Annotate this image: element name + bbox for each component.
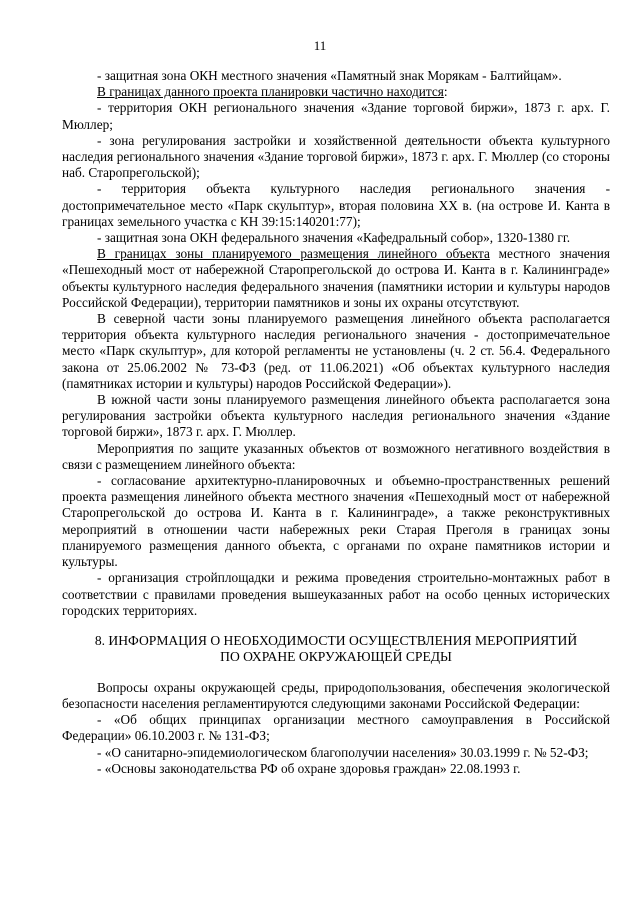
paragraph: - согласование архитектурно-планировочных и объемно-пространственных решений проекта размещения линейного объекта местного значения «Пешеходный мост от набережной Старопрегольской до острова И. Канта в г. Калининграде», а также реконструктивных мероприятий в отношении части набережных реки Старая Преголя в границах зоны планируемого размещения данного объекта, с органами по охране памятников истории и культуры. (62, 473, 610, 570)
paragraph: В южной части зоны планируемого размещения линейного объекта располагается зона регулирования застройки объекта культурного наследия регионального значения «Здание торговой биржи», 1873 г. арх. Г. Мюллер. (62, 392, 610, 440)
paragraph: - защитная зона ОКН местного значения «Памятный знак Морякам - Балтийцам». (97, 68, 562, 83)
paragraph: В северной части зоны планируемого размещения линейного объекта располагается территория объекта культурного наследия регионального значения - достопримечательное место «Парк скульптур», для которой регламенты не установлены (ч. 2 ст. 56.4. Федерального закона от 25.06.2002 № 73-ФЗ (ред. от 11.06.2021) «Об объектах культурного наследия (памятниках истории и культуры) народов Российской Федерации»). (62, 311, 610, 391)
underlined-phrase: В границах зоны планируемого размещения линейного объекта (97, 246, 490, 262)
heading-line: ПО ОХРАНЕ ОКРУЖАЮЩЕЙ СРЕДЫ (220, 649, 452, 665)
paragraph: - «Об общих принципах организации местного самоуправления в Российской Федерации» 06.10.2003 г. № 131-ФЗ; (62, 712, 610, 744)
paragraph: - зона регулирования застройки и хозяйственной деятельности объекта культурного наследия регионального значения «Здание торговой биржи», 1873 г. арх. Г. Мюллер (со стороны наб. Старопрегольской); (62, 132, 610, 181)
underlined-phrase: В границах данного проекта планировки частично находится (97, 84, 444, 100)
paragraph: - «О санитарно-эпидемиологическом благополучии населения» 30.03.1999 г. № 52-ФЗ; (97, 744, 589, 760)
page-number: 11 (313, 38, 327, 53)
paragraph: - территория объекта культурного наследия регионального значения - достопримечательное место «Парк скульптур», вторая половина XX в. (на острове И. Канта в границах земельного участка с КН 39:15:140201:77); (62, 181, 610, 229)
paragraph: - территория ОКН регионального значения «Здание торговой биржи», 1873 г. арх. Г. Мюллер; (62, 100, 610, 132)
paragraph: - «Основы законодательства РФ об охране здоровья граждан» 22.08.1993 г. (97, 760, 521, 776)
paragraph: - организация стройплощадки и режима проведения строительно-монтажных работ в соответствии с правилами проведения вышеуказанных работ на особо ценных исторических городских территориях. (62, 570, 610, 618)
paragraph (62, 246, 610, 311)
paragraph: Вопросы охраны окружающей среды, природопользования, обеспечения экологической безопасности населения регламентируются следующими законами Российской Федерации: (62, 679, 610, 711)
paragraph (62, 84, 610, 100)
paragraph-text: : (443, 84, 448, 100)
heading-line: 8. ИНФОРМАЦИЯ О НЕОБХОДИМОСТИ ОСУЩЕСТВЛЕНИЯ МЕРОПРИЯТИЙ (94, 632, 578, 648)
paragraph-text: местного значения «Пешеходный мост от набережной Старопрегольской до острова И. Канта в г. Калининграде» объекты культурного наследия федерального значения (памятники истории и культуры народов Российской Федерации), территории памятников и зоны их охраны отсутствуют. (62, 246, 611, 310)
section-heading (62, 633, 610, 666)
paragraph: - защитная зона ОКН федерального значения «Кафедральный собор», 1320-1380 гг. (97, 230, 571, 246)
paragraph: Мероприятия по защите указанных объектов от возможного негативного воздействия в связи с размещением линейного объекта: (62, 440, 610, 472)
document-body (62, 68, 610, 777)
